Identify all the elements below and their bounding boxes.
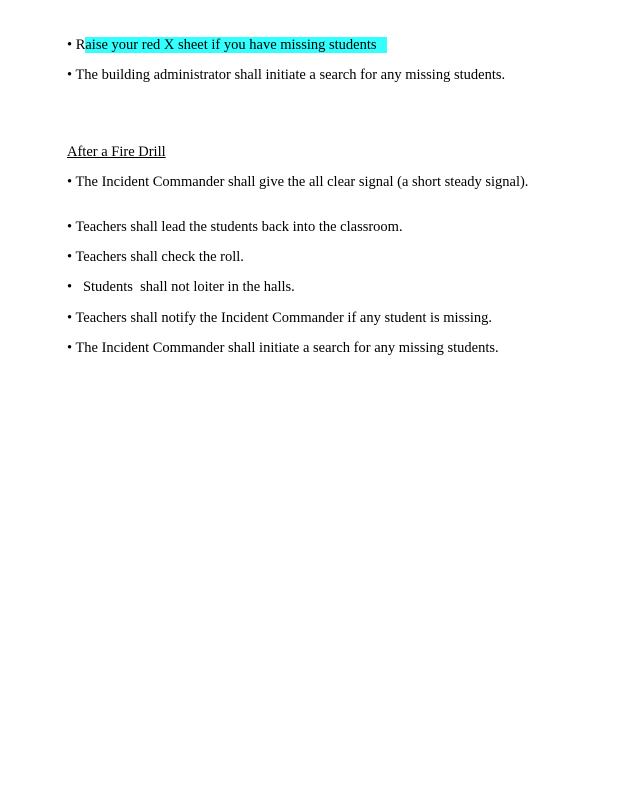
bullet-notify-commander: • Teachers shall notify the Incident Commander if any student is missing. (67, 310, 493, 326)
bullet-commander-search: • The Incident Commander shall initiate a search for any missing students. (67, 340, 499, 356)
section-heading-after-fire-drill: After a Fire Drill (67, 144, 166, 160)
bullet-check-roll: • Teachers shall check the roll. (67, 249, 244, 265)
highlighted-instruction: aise your red X sheet if you have missing students (85, 37, 386, 53)
bullet-no-loitering: • Students shall not loiter in the halls. (67, 279, 295, 295)
bullet-lead-students-back: • Teachers shall lead the students back into the classroom. (67, 219, 403, 235)
bullet-raise-red-x-sheet (67, 37, 547, 53)
bullet-admin-search: • The building administrator shall initiate a search for any missing students. (67, 67, 506, 83)
bullet-prefix: • R (67, 37, 86, 53)
bullet-all-clear-signal: • The Incident Commander shall give the all clear signal (a short steady signal). (67, 174, 529, 190)
